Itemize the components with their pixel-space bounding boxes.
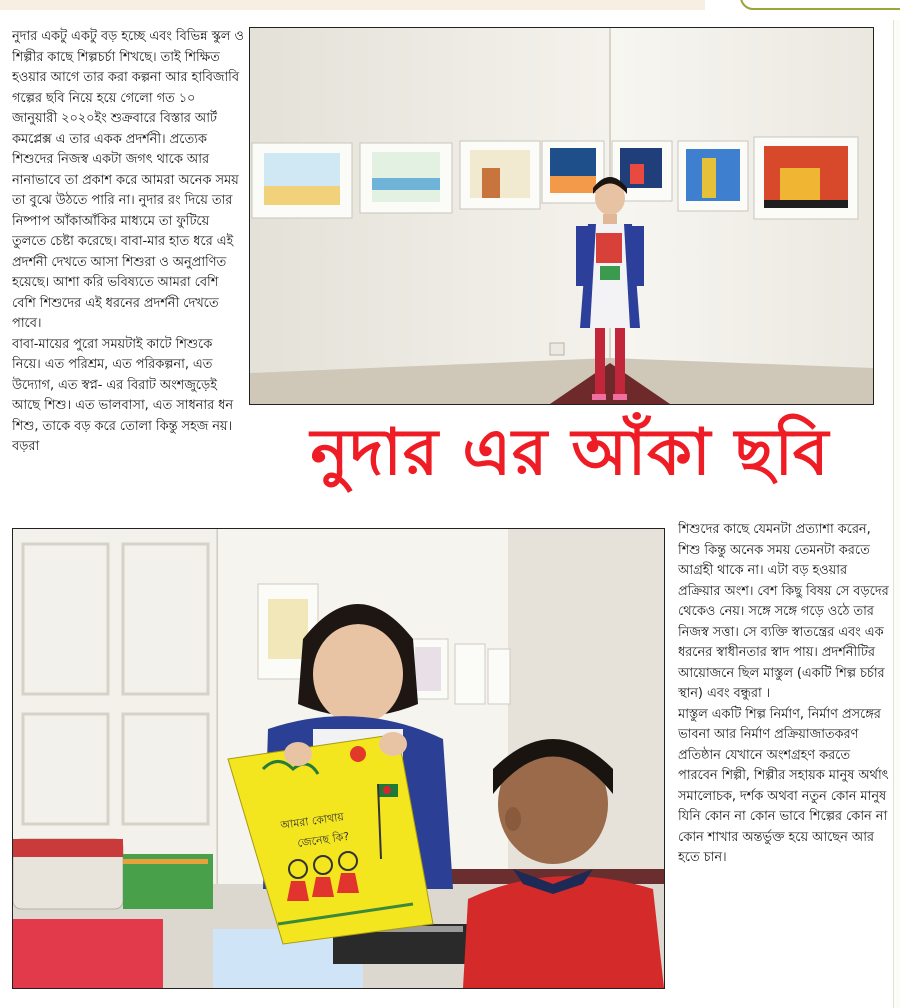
article-right-column [678,520,890,980]
article-left-column [12,27,244,512]
exhibition-photo [249,27,874,405]
book-title-line-1: আমরা কোথায় [279,810,345,832]
page-right-margin [893,20,900,1008]
page-tab-decoration [740,0,900,10]
right-paragraph-2: মাস্তুল একটি শিল্প নির্মাণ, নির্মাণ প্রসঙ্গের ভাবনা আর নির্মাণ প্রক্রিয়াজাতকরণ প্রতিষ্ঠান যেখানে অংশগ্রহণ করতে পারবেন শিল্পী, শিল্পীর সহায়ক মানুষ অর্থাৎ সমালোচক, দর্শক অথবা নতুন কোন মানুষ যিনি কোন না কোন ভাবে শিল্পের কোন না কোন শাখার অন্তর্ভুক্ত হয়ে আছেন আর হতে চান। [678,706,889,865]
top-header-strip [0,0,705,10]
left-paragraph-2: বাবা-মায়ের পুরো সময়টাই কাটে শিশুকে নিয়ে। এত পরিশ্রম, এত পরিকল্পনা, এত উদ্যোগ, এত স্বপ্ন- এর বিরাট অংশজুড়েই আছে শিশু। এত ভালবাসা, এত সাধনার ধন শিশু, তাকে বড় করে তোলা কিন্তু সহজ নয়। বড়রা [12,336,234,454]
exhibition-photo-illustration [250,28,873,404]
right-paragraph-1: শিশুদের কাছে যেমনটা প্রত্যাশা করেন, শিশু কিন্তু অনেক সময় তেমনটা করতে আগ্রহী থাকে না। এটা বড় হওয়ার প্রক্রিয়ার অংশ। বেশ কিছু বিষয় সে বড়দের থেকেও নেয়। সঙ্গে সঙ্গে গড়ে ওঠে তার নিজস্ব সত্তা। সে ব্যক্তি স্বাতন্ত্রের এবং এক ধরনের স্বাধীনতার স্বাদ পায়। প্রদর্শনীটির আয়োজনে ছিল মাস্তুল (একটি শিল্প চর্চার স্থান) এবং বন্ধুরা । [678,522,889,701]
left-paragraph-1: নুদার একটু একটু বড় হচ্ছে এবং বিভিন্ন স্কুল ও শিল্পীর কাছে শিল্পচর্চা শিখছে। তাই শিক্ষিত হওয়ার আগে তার করা কল্পনা আর হাবিজাবি গল্পের ছবি নিয়ে হয়ে গেলো গত ১০ জানুয়ারী ২০২০ইং শুক্রবারে বিস্তার আর্ট কমপ্লেক্স এ তার একক প্রদর্শনী। প্রত্যেক শিশুদের নিজস্ব একটা জগৎ থাকে আর নানাভাবে তা প্রকাশ করে আমরা অনেক সময় তা বুঝে উঠতে পারি না। নুদার রং দিয়ে তার নিষ্পাপ আঁকাআঁকির মাধ্যমে তা ফুটিয়ে তুলতে চেষ্টা করেছে। বাবা-মার হাত ধরে এই প্রদর্শনী দেখতে আসা শিশুরা ও অনুপ্রাণিত হয়েছে। আশা করি ভবিষ্যতে আমরা বেশি বেশি শিশুদের এই ধরনের প্রদর্শনী দেখতে পাবে। [12,29,244,331]
book-title-line-2: জেনেছ কি? [296,829,351,850]
children-with-book-photo [12,528,665,989]
article-headline: নুদার এর আঁকা ছবি [310,416,830,490]
children-photo-illustration [13,529,664,988]
